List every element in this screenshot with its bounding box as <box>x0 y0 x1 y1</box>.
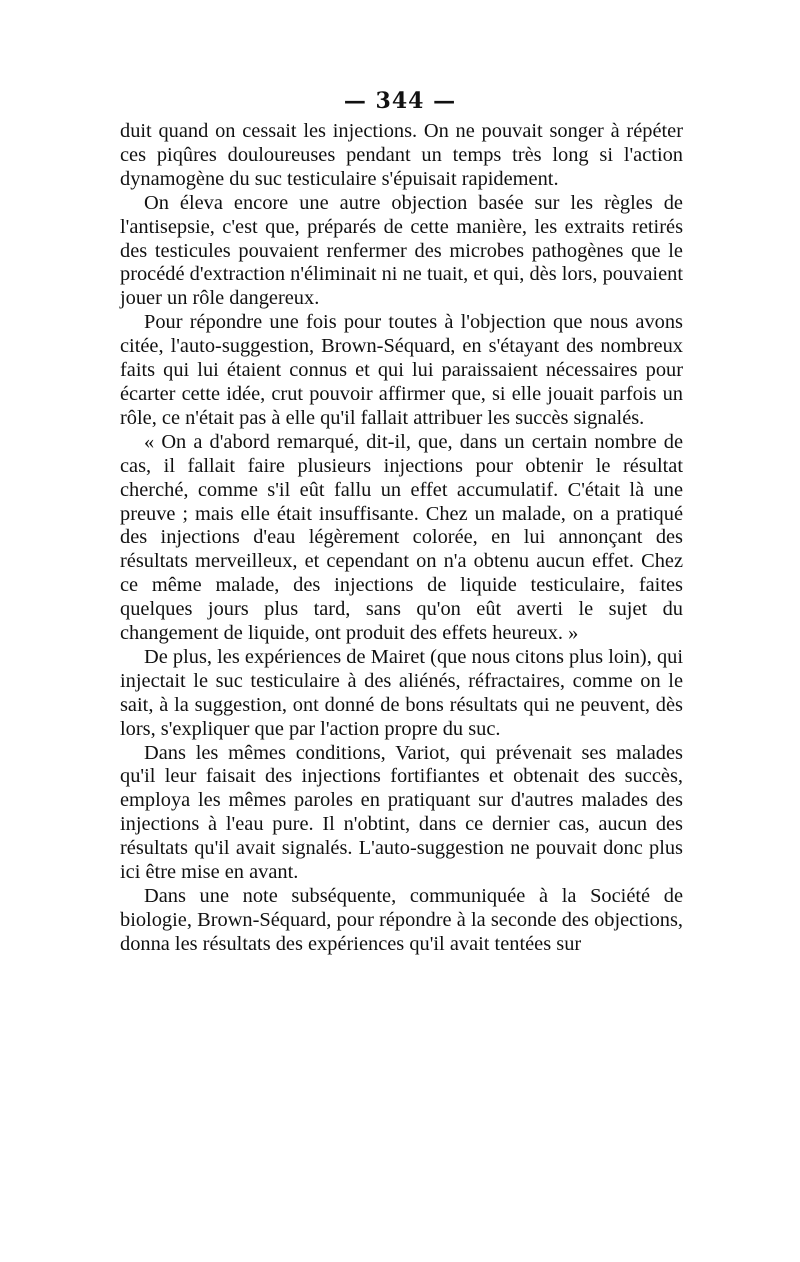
paragraph-subsequent-note: Dans une note subséquente, communiquée à la Société de biologie, Brown-Séquard, pour répondre à la seconde des objections, donna les résultats des expériences qu'il avait tentées sur <box>120 885 683 955</box>
page-number: — 344 — <box>343 88 457 114</box>
paragraph-variot: Dans les mêmes conditions, Variot, qui prévenait ses malades qu'il leur faisait des injections fortifiantes et obtenait des succès, employa les mêmes paroles en pratiquant sur d'autres malades des injections à l'eau pure. Il n'obtint, dans ce dernier cas, aucun des résultats qu'il avait signalés. L'auto-suggestion ne pouvait donc plus ici être mise en avant. <box>120 741 683 884</box>
paragraph-antisepsis-objection: On éleva encore une autre objection basée sur les règles de l'antisepsie, c'est que, préparés de cette manière, les extraits retirés des testicules pouvaient renfermer des microbes pathogènes que le procédé d'extraction n'éliminait ni ne tuait, et qui, dès lors, pouvaient jouer un rôle dangereux. <box>120 191 683 310</box>
paragraph-quotation: « On a d'abord remarqué, dit-il, que, dans un certain nombre de cas, il fallait faire plusieurs injections pour obtenir le résultat cherché, comme s'il eût fallu un effet accumulatif. C'était là une preuve ; mais elle était insuffisante. Chez un malade, on a pratiqué des injections d'eau légèrement colorée, en lui annonçant des résultats merveilleux, et cependant on n'a obtenu aucun effet. Chez ce même malade, des injections de liquide testiculaire, faites quelques jours plus tard, sans qu'on eût averti le sujet du changement de liquide, ont produit des effets heureux. » <box>120 430 683 645</box>
paragraph-mairet: De plus, les expériences de Mairet (que nous citons plus loin), qui injectait le suc testiculaire à des aliénés, réfractaires, comme on le sait, à la suggestion, ont donné de bons résultats qui ne peuvent, dès lors, s'expliquer que par l'action propre du suc. <box>120 645 683 740</box>
paragraph-continuation: duit quand on cessait les injections. On ne pouvait songer à répéter ces piqûres douloureuses pendant un temps très long si l'action dynamogène du suc testiculaire s'épuisait rapidement. <box>120 120 683 190</box>
body-text <box>120 120 683 957</box>
paragraph-autosuggestion-reply: Pour répondre une fois pour toutes à l'objection que nous avons citée, l'auto-suggestion, Brown-Séquard, en s'étayant des nombreux faits qui lui étaient connus et qui lui paraissaient nécessaires pour écarter cette idée, crut pouvoir affirmer que, si elle jouait parfois un rôle, ce n'était pas à elle qu'il fallait attribuer les succès signalés. <box>120 311 683 429</box>
